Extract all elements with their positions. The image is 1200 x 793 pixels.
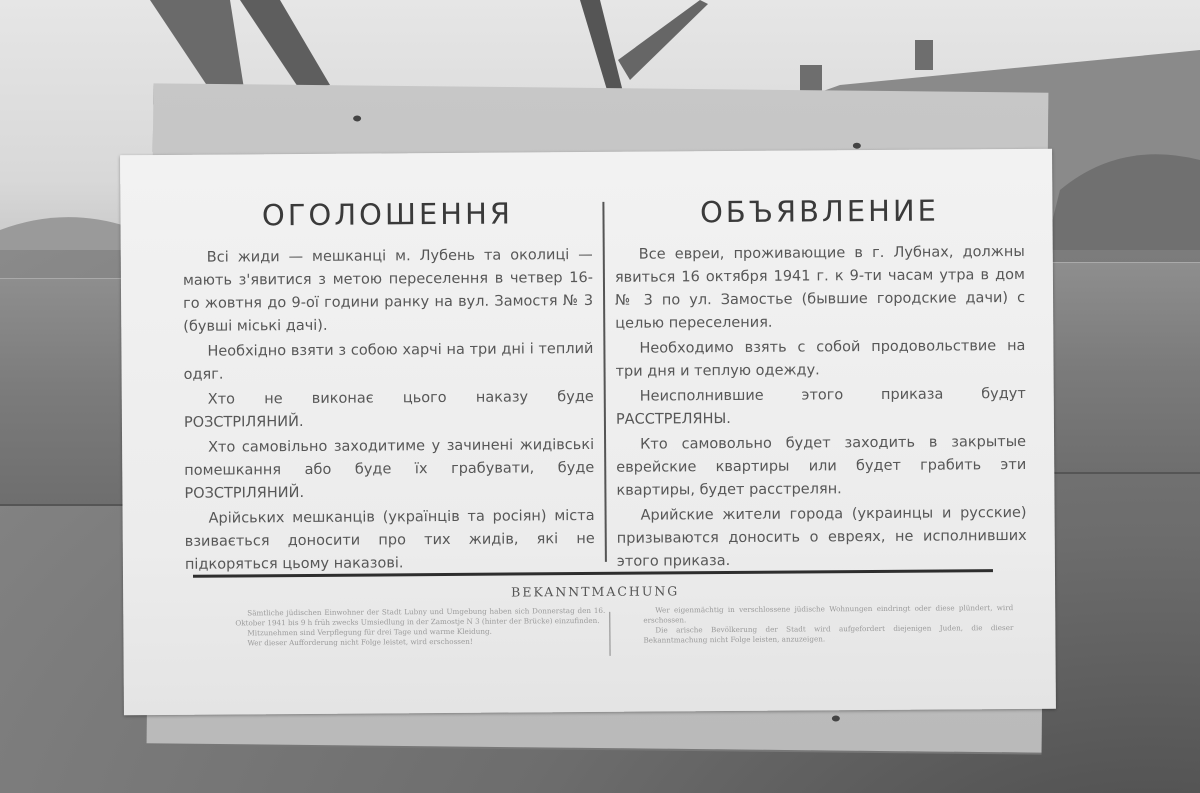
russian-paragraph: Неисполнившие этого приказа будут РАССТРЕЛЯНЫ. xyxy=(615,385,1026,428)
nail xyxy=(832,715,840,721)
german-divider xyxy=(609,612,610,656)
russian-paragraph: Арийские жители города (украинцы и русские) призываются доносить о евреях, не исполнивших этого приказа. xyxy=(616,504,1027,570)
german-column-right xyxy=(643,603,1013,646)
ukrainian-paragraph: Хто самовільно заходитиме у зачинені жидівські помешкання або буде їх грабувати, буде РОЗСТРІЛЯНИЙ. xyxy=(184,436,595,502)
german-paragraph: Sämtliche jüdischen Einwohner der Stadt Lubny und Umgebung haben sich Donnerstag den 16. Oktober 1941 bis 9 h früh zwecks Umsiedlung in der Zamostje N 3 (hinter der Brücke) einzufinden. xyxy=(235,605,606,628)
german-paragraph: Wer eigenmächtig in verschlossene jüdische Wohnungen eindringt oder diese plündert, wird erschossen. xyxy=(643,603,1014,625)
russian-column xyxy=(614,193,1027,576)
fence-rail-right xyxy=(1040,262,1200,474)
russian-title: ОБЪЯВЛЕНИЕ xyxy=(699,193,940,230)
ukrainian-column xyxy=(182,196,595,579)
german-paragraph: Mitzunehmen sind Verpflegung für drei Tage und warme Kleidung. xyxy=(247,626,492,638)
ukrainian-paragraph: Всі жиди — мешканці м. Лубень та околиці — мають з'явитися з метою переселення в четвер 16-го жовтня до 9-ої години ранку на вул. Замостя № 3 (бувші міські дачі). xyxy=(182,246,594,335)
russian-paragraph: Необходимо взять с собой продовольствие на три дня и теплую одежду. xyxy=(615,337,1026,380)
ukrainian-paragraph: Арійських мешканців (українців та росіян) міста взивається доносити про тих жидів, які не підкоряться цьому наказові. xyxy=(184,507,595,573)
nail xyxy=(853,143,861,149)
german-title: BEKANNTMACHUNG xyxy=(511,583,680,600)
nail xyxy=(353,115,361,121)
german-paragraph: Wer dieser Aufforderung nicht Folge leistet, wird erschossen! xyxy=(247,636,473,648)
german-paragraph: Die arische Bevölkerung der Stadt wird aufgefordert diejenigen Juden, die dieser Bekanntmachung nicht Folge leisten, anzuzeigen. xyxy=(643,623,1014,645)
russian-paragraph: Кто самовольно будет заходить в закрытые еврейские квартиры или будет грабить эти квартиры, будет расстрелян. xyxy=(616,433,1027,499)
german-column-left xyxy=(235,606,605,649)
ukrainian-title: ОГОЛОШЕННЯ xyxy=(261,196,514,233)
russian-paragraph: Все евреи, проживающие в г. Лубнах, должны явиться 16 октября 1941 г. к 9-ти часам утра в дом № 3 по ул. Замостье (бывшие городские дачи) с целью переселения. xyxy=(614,243,1026,332)
ukrainian-paragraph: Необхідно взяти з собою харчі на три дні і теплий одяг. xyxy=(183,340,594,383)
column-divider xyxy=(602,202,607,562)
ukrainian-paragraph: Хто не виконає цього наказу буде РОЗСТРІЛЯНИЙ. xyxy=(183,388,594,431)
announcement-poster xyxy=(120,149,1056,715)
